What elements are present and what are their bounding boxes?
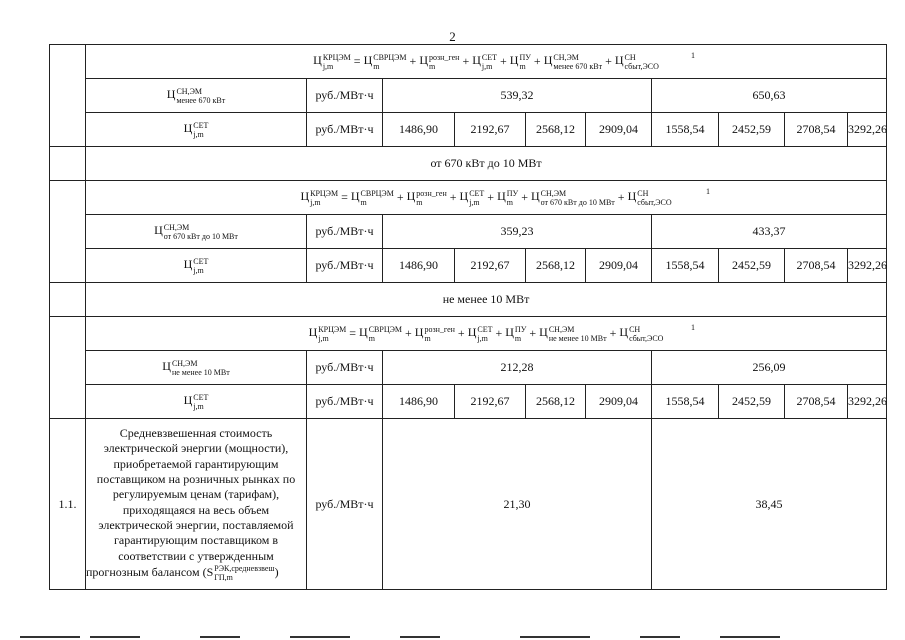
num-cell [50,181,86,283]
formula-range: не менее 10 МВт [548,333,607,343]
value-cell: 2909,04 [586,249,652,283]
num-cell [50,45,86,147]
value-cell: 2708,54 [785,113,848,147]
row-label [86,113,307,147]
value-cell: 21,30 [383,419,652,590]
row-label [86,385,307,419]
value-cell: 1486,90 [383,249,455,283]
value-cell: 256,09 [652,351,887,385]
formula-lhs-sub: j,m [318,333,329,343]
row-label [86,79,307,113]
sales-margin-label: Ц СН,ЭМ менее 670 кВт [166,86,226,105]
value-cell: 2909,04 [586,113,652,147]
value-cell: 3292,26 [848,113,887,147]
network-tariff-label: Ц СЕТ j,m [183,256,209,275]
formula-cell [86,45,887,79]
formula-lhs: Ц КРЦЭМ j,m [300,188,339,207]
value-cell: 2192,67 [455,113,526,147]
formula-row [50,317,887,351]
value-cell: 2452,59 [719,385,785,419]
value-cell: 2568,12 [526,249,586,283]
network-tariff-label-sup: СЕТ [193,120,209,130]
balance-symbol: S РЭК,средневзвеш ГП,m [206,563,275,582]
unit-cell: руб./МВт·ч [307,249,383,283]
network-tariff-row [50,113,887,147]
network-tariff-label: Ц СЕТ j,m [183,392,209,411]
value-cell: 650,63 [652,79,887,113]
value-cell: 1486,90 [383,385,455,419]
row-description: Средневзвешенная стоимость электрической энергии (мощности), приобретаемой гарантирующим поставщиком на розничных рынках по регулируемым ценам (тарифам), приходящаяся на весь объем электрической энергии, поставляемой гарантирующим поставщиком в соответствии с утвержденным прогнозным балансом [86,426,296,579]
sales-margin-row [50,79,887,113]
formula-lhs-sup: КРЦЭМ [310,188,339,198]
sales-margin-label-sup: СН,ЭМ [163,222,190,232]
group-heading-row [50,147,887,181]
network-tariff-label-sub: j,m [193,401,204,411]
sales-margin-label: Ц СН,ЭМ не менее 10 МВт [162,358,230,377]
network-tariff-label-sup: СЕТ [193,392,209,402]
value-cell: 212,28 [383,351,652,385]
page-number: 2 [449,29,456,44]
value-cell: 2909,04 [586,385,652,419]
sales-margin-row [50,351,887,385]
unit-cell: руб./МВт·ч [307,113,383,147]
formula-lhs: Ц КРЦЭМ j,m [313,52,351,71]
network-tariff-row [50,249,887,283]
balance-symbol-sub: ГП,m [214,572,233,582]
formula-footnote-mark: 1 [691,51,695,60]
formula: Ц КРЦЭМ j,m = Ц СВРЦЭМ m + Ц розн_ген m + Ц СЕТ j,m + Ц ПУ m + Ц СН,ЭМ не менее 10 МВт + Ц СН сбыт,ЭСО [308,324,664,343]
formula-lhs-sub: j,m [322,61,334,71]
unit-cell: руб./МВт·ч [307,215,383,249]
balance-symbol-sup: РЭК,средневзвеш [214,563,275,573]
tariff-table [49,44,887,590]
row-description-cell: Средневзвешенная стоимость электрической энергии (мощности), приобретаемой гарантирующим поставщиком на розничных рынках по регулируемым ценам (тарифам), приходящаяся на весь объем электрической энергии, поставляемой гарантирующим поставщиком в соответствии с утвержденным прогнозным балансом (S РЭК,средневзвеш ГП,m ) [86,419,307,590]
value-cell: 3292,26 [848,385,887,419]
formula: Ц КРЦЭМ j,m = Ц СВРЦЭМ m + Ц розн_ген m + Ц СЕТ j,m + Ц ПУ m + Ц СН,ЭМ менее 670 кВт + Ц СН сбыт,ЭСО [313,52,659,71]
row-number: 1.1. [50,419,86,590]
value-cell: 2452,59 [719,113,785,147]
sales-margin-row [50,215,887,249]
formula-row [50,45,887,79]
value-cell: 38,45 [652,419,887,590]
formula-lhs-sub: j,m [310,197,321,207]
value-cell: 2568,12 [526,113,586,147]
value-cell: 2708,54 [785,385,848,419]
sales-margin-label-sub: не менее 10 МВт [171,367,230,377]
sales-margin-label-sub: от 670 кВт до 10 МВт [163,231,238,241]
unit-cell: руб./МВт·ч [307,419,383,590]
formula: Ц КРЦЭМ j,m = Ц СВРЦЭМ m + Ц розн_ген m + Ц СЕТ j,m + Ц ПУ m + Ц СН,ЭМ от 670 кВт до 10 МВт + Ц СН сбыт,ЭСО [300,188,672,207]
row-1-1 [50,419,887,590]
formula-footnote-mark: 1 [691,323,695,332]
sales-margin-label-sup: СН,ЭМ [171,358,198,368]
formula-range: менее 670 кВт [553,61,603,71]
sales-margin-label-sup: СН,ЭМ [176,86,202,96]
bottom-scan-marks [0,634,905,640]
group-heading: не менее 10 МВт [86,283,887,317]
value-cell: 2568,12 [526,385,586,419]
value-cell: 1558,54 [652,113,719,147]
group-heading: от 670 кВт до 10 МВт [86,147,887,181]
row-label [86,249,307,283]
row-label [86,351,307,385]
network-tariff-label-sub: j,m [193,265,204,275]
num-cell [50,317,86,419]
value-cell: 433,37 [652,215,887,249]
sales-margin-label-sub: менее 670 кВт [176,95,226,105]
value-cell: 1558,54 [652,249,719,283]
group-heading-row [50,283,887,317]
num-cell [50,283,86,317]
formula-footnote-mark: 1 [706,187,710,196]
sales-margin-label: Ц СН,ЭМ от 670 кВт до 10 МВт [154,222,238,241]
value-cell: 1558,54 [652,385,719,419]
value-cell: 539,32 [383,79,652,113]
formula-row [50,181,887,215]
network-tariff-row [50,385,887,419]
network-tariff-label: Ц СЕТ j,m [183,120,209,139]
num-cell [50,147,86,181]
formula-lhs: Ц КРЦЭМ j,m [308,324,347,343]
unit-cell: руб./МВт·ч [307,385,383,419]
formula-cell [86,181,887,215]
network-tariff-label-sub: j,m [193,129,204,139]
formula-cell [86,317,887,351]
unit-cell: руб./МВт·ч [307,351,383,385]
value-cell: 2708,54 [785,249,848,283]
network-tariff-label-sup: СЕТ [193,256,209,266]
formula-range: от 670 кВт до 10 МВт [540,197,615,207]
value-cell: 2192,67 [455,249,526,283]
value-cell: 359,23 [383,215,652,249]
row-label [86,215,307,249]
value-cell: 2192,67 [455,385,526,419]
formula-lhs-sup: КРЦЭМ [318,324,347,334]
formula-lhs-sup: КРЦЭМ [322,52,351,62]
unit-cell: руб./МВт·ч [307,79,383,113]
value-cell: 1486,90 [383,113,455,147]
value-cell: 2452,59 [719,249,785,283]
value-cell: 3292,26 [848,249,887,283]
